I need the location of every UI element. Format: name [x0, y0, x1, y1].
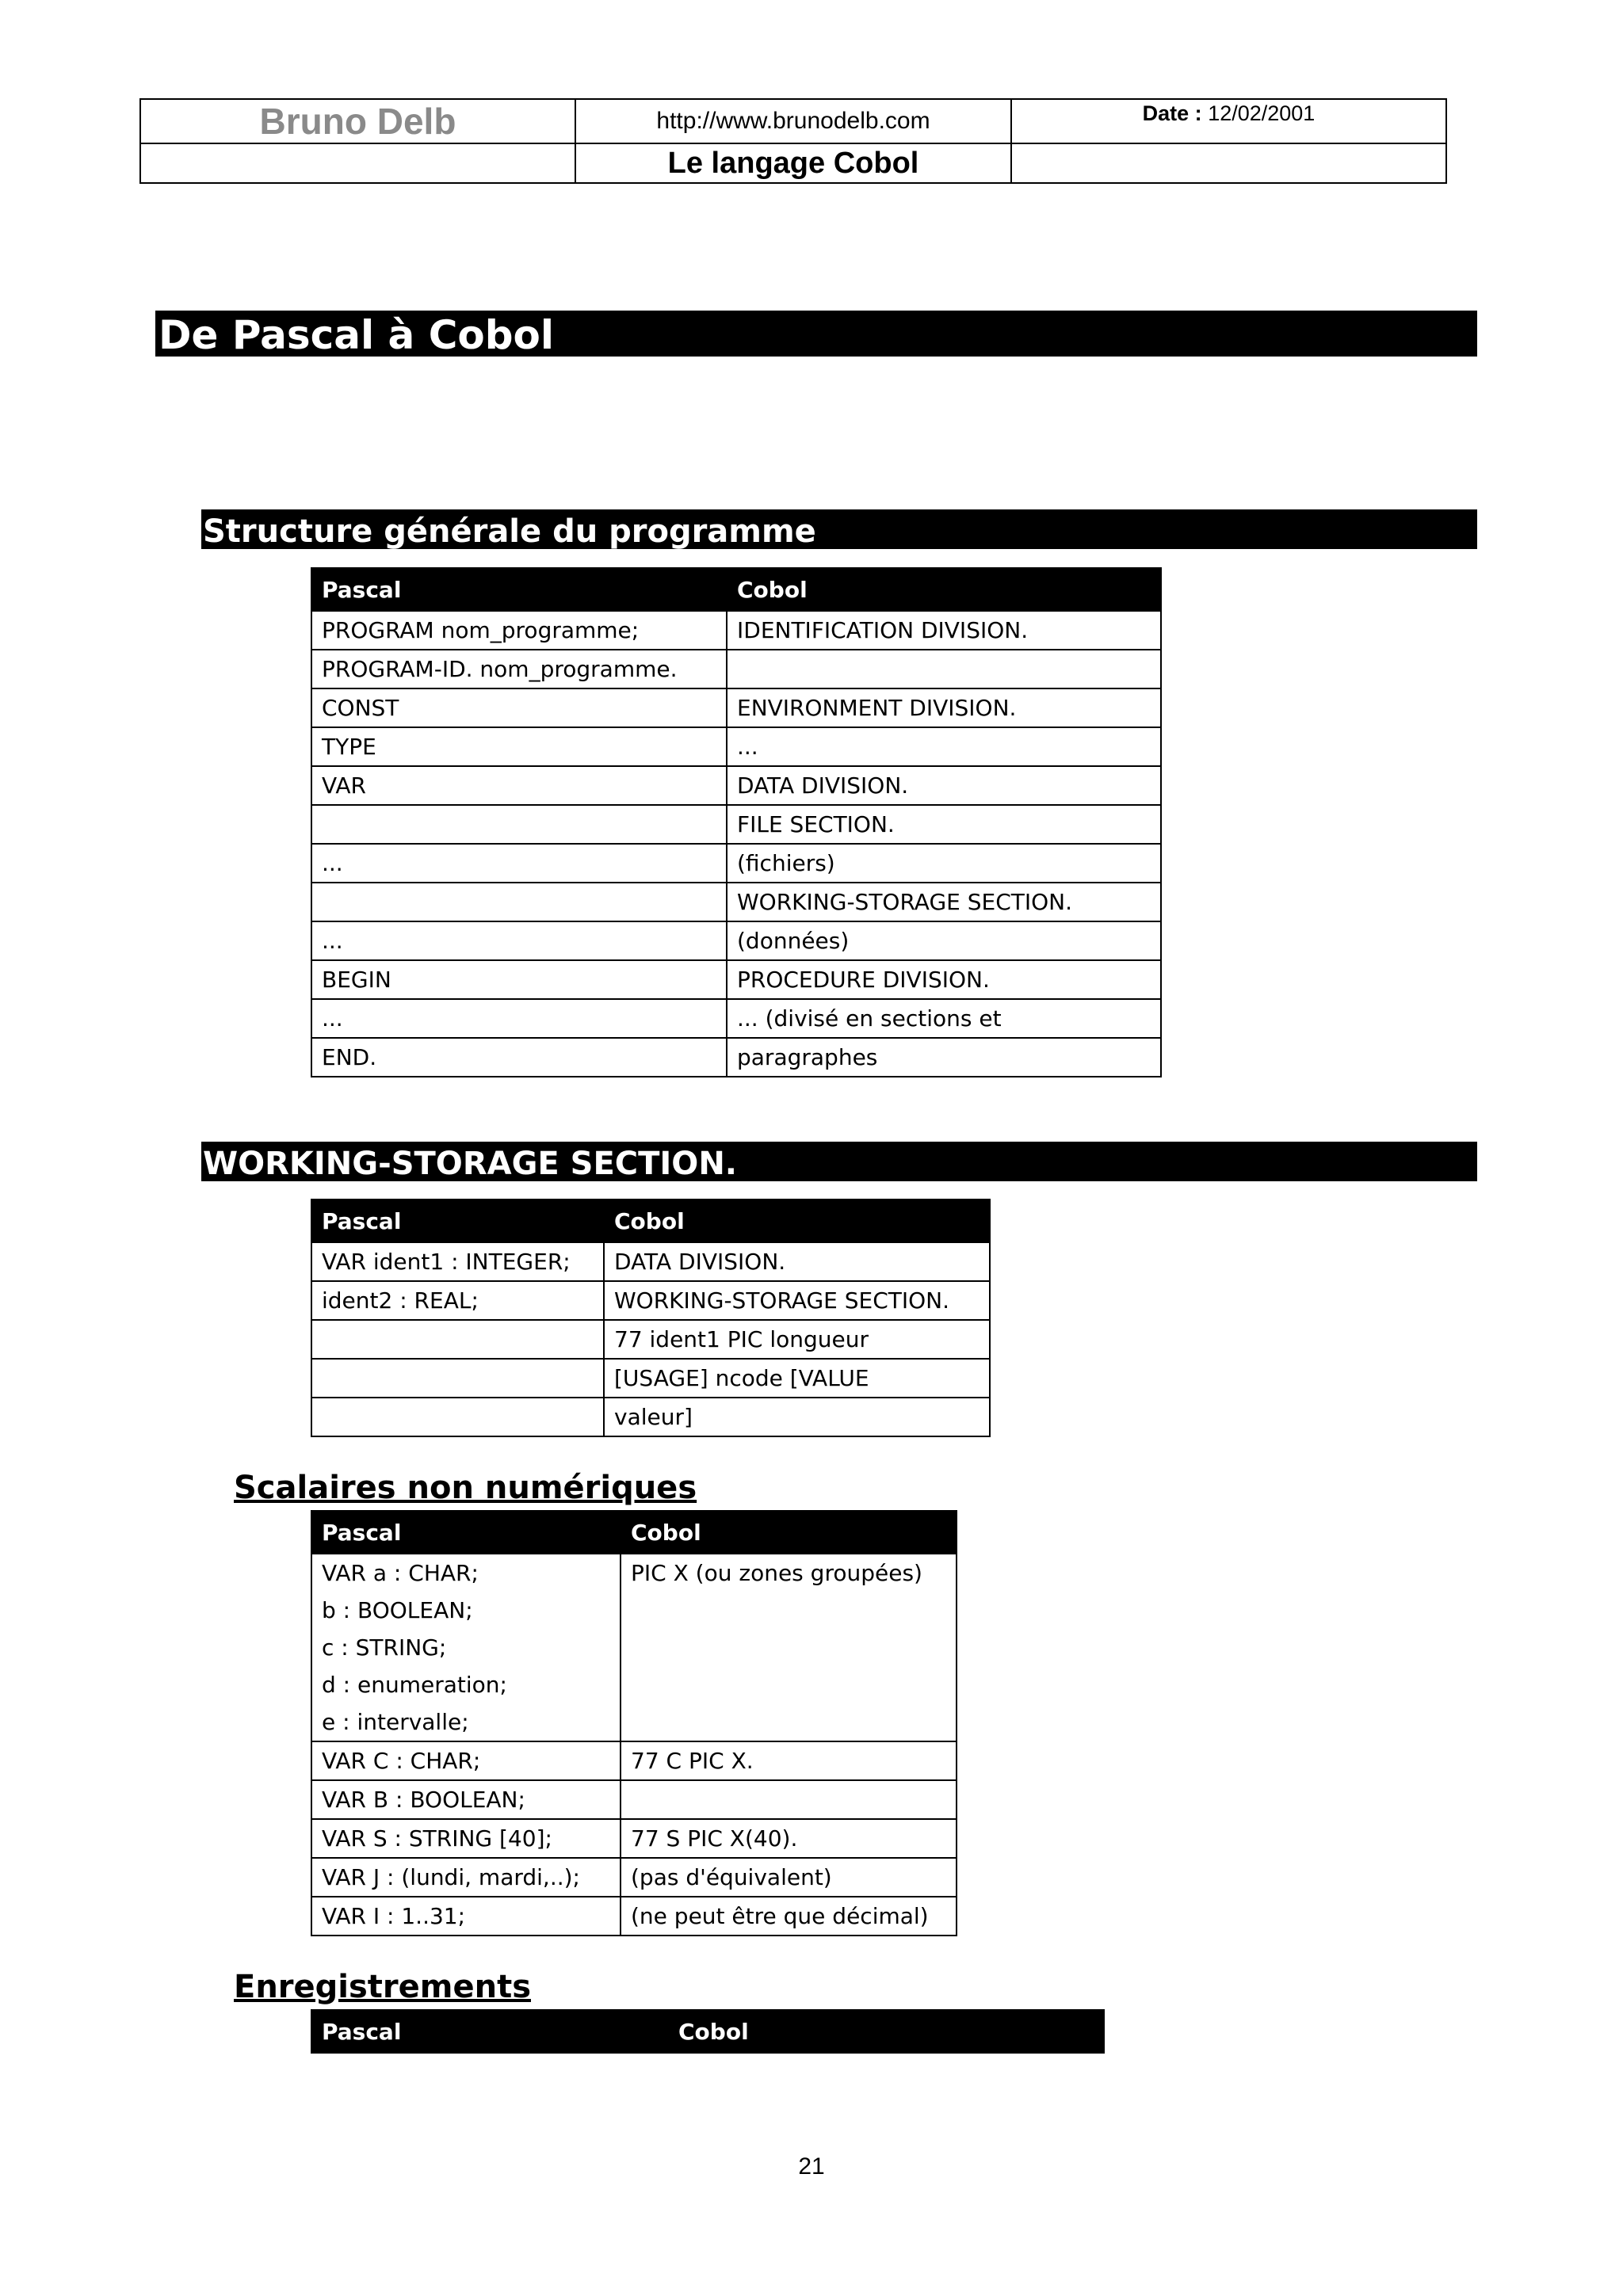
scalaires-table	[311, 1510, 957, 1936]
structure-table	[311, 567, 1162, 1077]
table-row	[311, 1897, 957, 1936]
date-label: Date :	[1142, 101, 1202, 125]
table-row	[311, 1858, 957, 1897]
table-row	[311, 1554, 957, 1741]
cobol-cell	[621, 1780, 957, 1819]
pascal-cell: VAR ident1 : INTEGER;	[311, 1242, 604, 1281]
pascal-cell: VAR	[311, 766, 727, 805]
cobol-cell: IDENTIFICATION DIVISION.	[727, 611, 1161, 650]
table-row	[311, 1819, 957, 1858]
cobol-cell: WORKING-STORAGE SECTION.	[727, 883, 1161, 921]
pascal-cell: VAR a : CHAR; b : BOOLEAN; c : STRING; d : enumeration; e : intervalle;	[311, 1554, 621, 1741]
table-row	[311, 883, 1161, 921]
table-row	[311, 1320, 990, 1359]
cobol-cell: DATA DIVISION.	[604, 1242, 990, 1281]
page-header	[139, 98, 1447, 184]
table-row	[311, 727, 1161, 766]
column-header-cobol: Cobol	[727, 568, 1161, 611]
website-url: http://www.brunodelb.com	[575, 99, 1011, 143]
working-storage-table	[311, 1199, 991, 1437]
pascal-cell: PROGRAM-ID. nom_programme.	[311, 650, 727, 688]
pascal-cell: TYPE	[311, 727, 727, 766]
table-row	[311, 960, 1161, 999]
table-row	[311, 766, 1161, 805]
pascal-cell	[311, 1359, 604, 1398]
table-header-row	[311, 568, 1161, 611]
column-header-cobol: Cobol	[668, 2010, 1104, 2053]
pascal-cell: VAR C : CHAR;	[311, 1741, 621, 1780]
header-empty-cell-left	[140, 143, 575, 183]
pascal-cell: END.	[311, 1038, 727, 1077]
table-row	[311, 1780, 957, 1819]
table-row	[311, 650, 1161, 688]
cobol-cell: FILE SECTION.	[727, 805, 1161, 844]
pascal-cell	[311, 1398, 604, 1436]
table-row	[311, 1038, 1161, 1077]
pascal-cell: VAR J : (lundi, mardi,..);	[311, 1858, 621, 1897]
table-header-row	[311, 1199, 990, 1242]
column-header-pascal: Pascal	[311, 2010, 668, 2053]
pascal-cell: PROGRAM nom_programme;	[311, 611, 727, 650]
table-row	[311, 921, 1161, 960]
pascal-cell	[311, 805, 727, 844]
pascal-cell: ...	[311, 844, 727, 883]
pascal-cell: VAR S : STRING [40];	[311, 1819, 621, 1858]
page-number: 21	[798, 2153, 825, 2180]
author-name: Bruno Delb	[140, 99, 575, 143]
section-title: De Pascal à Cobol	[155, 311, 1477, 357]
structure-heading: Structure générale du programme	[201, 509, 1477, 549]
cobol-cell	[727, 650, 1161, 688]
cobol-cell: paragraphes	[727, 1038, 1161, 1077]
pascal-cell: VAR I : 1..31;	[311, 1897, 621, 1936]
pascal-cell: BEGIN	[311, 960, 727, 999]
cobol-cell: 77 ident1 PIC longueur	[604, 1320, 990, 1359]
cobol-cell: PROCEDURE DIVISION.	[727, 960, 1161, 999]
cobol-cell: (ne peut être que décimal)	[621, 1897, 957, 1936]
cobol-cell: valeur]	[604, 1398, 990, 1436]
table-row	[311, 844, 1161, 883]
table-row	[311, 611, 1161, 650]
table-row	[311, 1281, 990, 1320]
table-row	[311, 1359, 990, 1398]
document-date	[1011, 99, 1446, 143]
column-header-pascal: Pascal	[311, 1199, 604, 1242]
cobol-cell: DATA DIVISION.	[727, 766, 1161, 805]
column-header-pascal: Pascal	[311, 1511, 621, 1554]
column-header-cobol: Cobol	[604, 1199, 990, 1242]
cobol-cell: [USAGE] ncode [VALUE	[604, 1359, 990, 1398]
cobol-cell: WORKING-STORAGE SECTION.	[604, 1281, 990, 1320]
pascal-cell: ident2 : REAL;	[311, 1281, 604, 1320]
cobol-cell: ...	[727, 727, 1161, 766]
cobol-cell: PIC X (ou zones groupées)	[621, 1554, 957, 1741]
enregistrements-heading: Enregistrements	[234, 1969, 531, 2005]
table-row	[311, 1741, 957, 1780]
table-row	[311, 999, 1161, 1038]
table-header-row	[311, 2010, 1104, 2053]
pascal-cell	[311, 1320, 604, 1359]
enregistrements-table	[311, 2009, 1105, 2054]
cobol-cell: (données)	[727, 921, 1161, 960]
pascal-cell: ...	[311, 999, 727, 1038]
document-title: Le langage Cobol	[575, 143, 1011, 183]
table-row	[311, 805, 1161, 844]
pascal-cell: VAR B : BOOLEAN;	[311, 1780, 621, 1819]
scalaires-heading: Scalaires non numériques	[234, 1470, 697, 1506]
cobol-cell: 77 C PIC X.	[621, 1741, 957, 1780]
pascal-cell	[311, 883, 727, 921]
date-value: 12/02/2001	[1208, 101, 1316, 125]
column-header-cobol: Cobol	[621, 1511, 957, 1554]
table-header-row	[311, 1511, 957, 1554]
table-row	[311, 1242, 990, 1281]
cobol-cell: 77 S PIC X(40).	[621, 1819, 957, 1858]
cobol-cell: (fichiers)	[727, 844, 1161, 883]
cobol-cell: ... (divisé en sections et	[727, 999, 1161, 1038]
working-storage-heading: WORKING-STORAGE SECTION.	[201, 1142, 1477, 1181]
table-row	[311, 1398, 990, 1436]
pascal-cell: ...	[311, 921, 727, 960]
cobol-cell: ENVIRONMENT DIVISION.	[727, 688, 1161, 727]
pascal-cell: CONST	[311, 688, 727, 727]
cobol-cell: (pas d'équivalent)	[621, 1858, 957, 1897]
table-row	[311, 688, 1161, 727]
column-header-pascal: Pascal	[311, 568, 727, 611]
header-empty-cell-right	[1011, 143, 1446, 183]
